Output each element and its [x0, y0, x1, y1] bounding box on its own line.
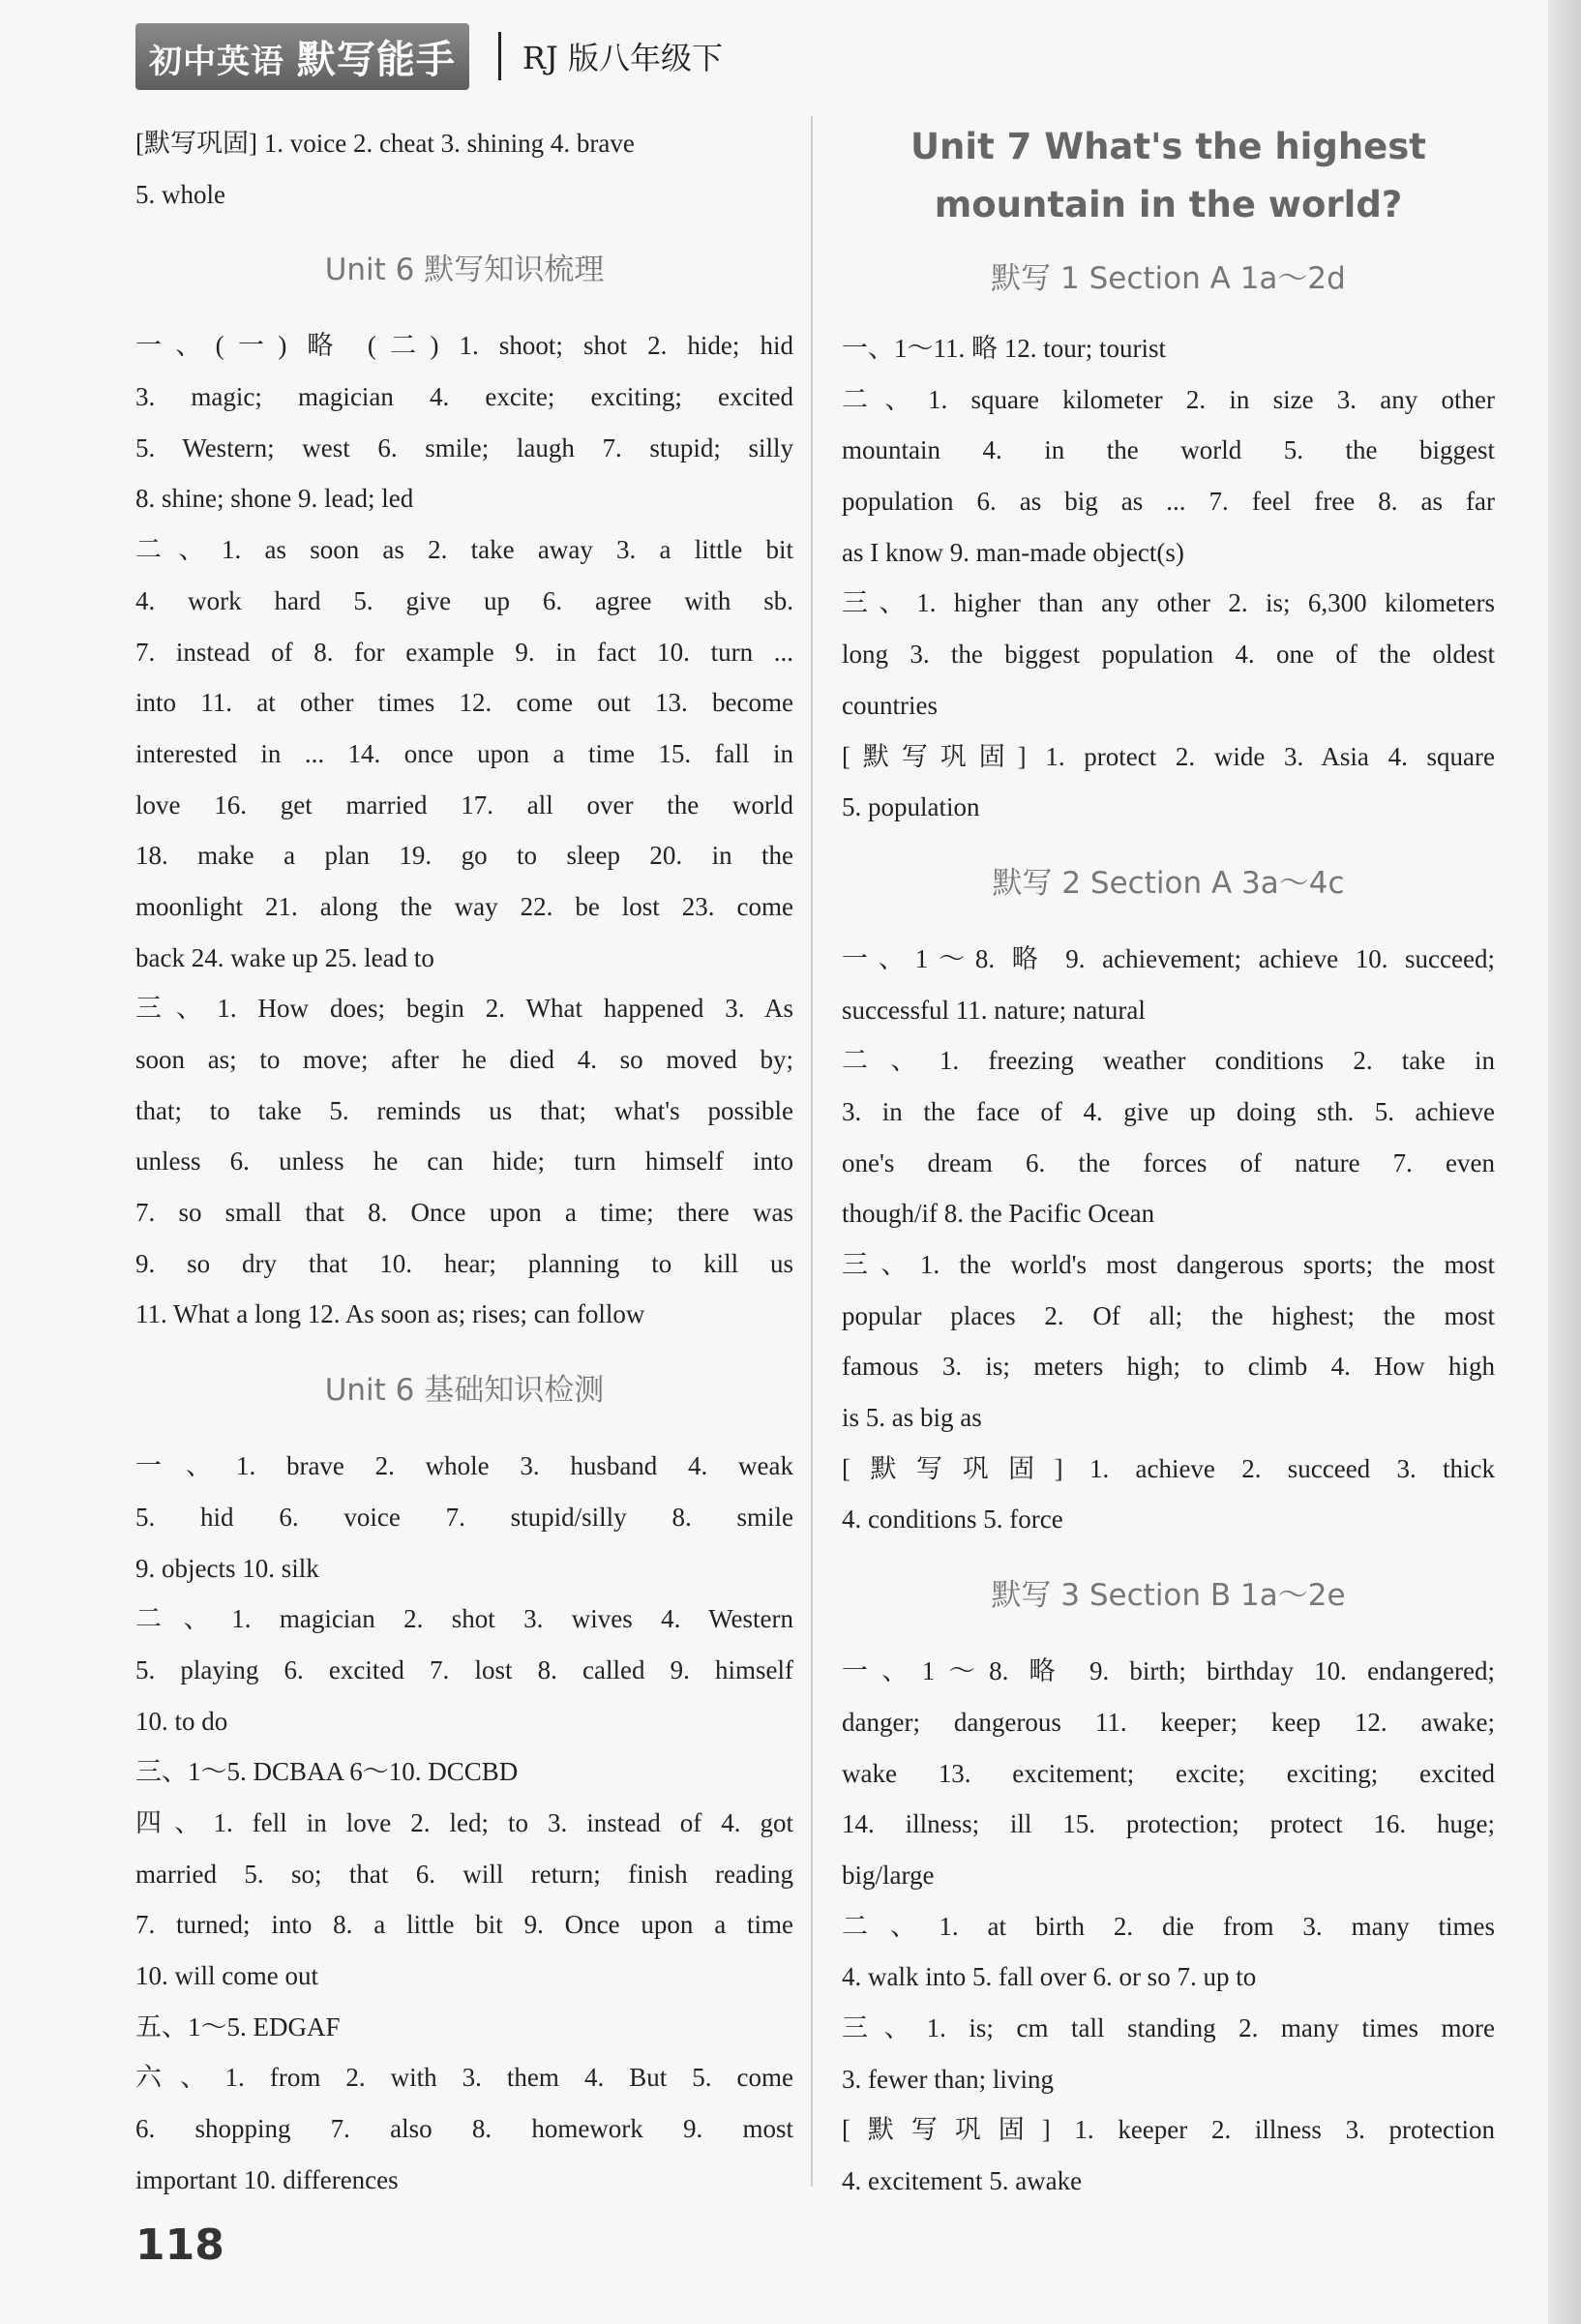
- answer-line: 4. work hard 5. give up 6. agree with sb.: [135, 585, 793, 615]
- answer-line: popular places 2. Of all; the highest; the most: [842, 1300, 1495, 1330]
- answer-line: 三、1. the world's most dangerous sports; the most: [842, 1250, 1495, 1279]
- answer-line: [默写巩固] 1. keeper 2. illness 3. protection: [842, 2115, 1495, 2145]
- answer-line: 5. playing 6. excited 7. lost 8. called 9. himself: [135, 1654, 793, 1684]
- dictation-2-answers: [842, 934, 1495, 1545]
- section-title-dictation-3: 默写 3 Section B 1a～2e: [991, 1578, 1346, 1614]
- answer-line: as I know 9. man-made object(s): [842, 537, 1184, 567]
- left-column: [135, 118, 793, 2205]
- answer-line: 四、1. fell in love 2. led; to 3. instead of 4. got: [135, 1807, 793, 1837]
- answer-line: population 6. as big as ... 7. feel free 8. as far: [842, 487, 1495, 517]
- page-number: 118: [135, 2220, 224, 2270]
- answer-line: mountain 4. in the world 5. the biggest: [842, 435, 1495, 465]
- answer-line: 二、1. freezing weather conditions 2. take in: [842, 1046, 1495, 1076]
- answer-line: 三、1. How does; begin 2. What happened 3. As: [135, 994, 793, 1024]
- answer-line: 9. so dry that 10. hear; planning to kill us: [135, 1248, 793, 1278]
- answer-line: 4. excitement 5. awake: [842, 2166, 1083, 2195]
- answer-line: 五、1～5. EDGAF: [135, 2011, 341, 2041]
- answer-line: 5. population: [842, 792, 980, 822]
- answer-line: countries: [842, 690, 938, 720]
- answer-line: interested in ... 14. once upon a time 15. fall in: [135, 738, 793, 768]
- answer-line: 一、1. brave 2. whole 3. husband 4. weak: [135, 1451, 793, 1481]
- answer-line: 10. will come out: [135, 1961, 318, 1990]
- answer-line: one's dream 6. the forces of nature 7. even: [842, 1147, 1495, 1177]
- right-column: [842, 118, 1495, 2207]
- unit7-title-line2: mountain in the world?: [934, 184, 1403, 225]
- answer-line: 二、1. as soon as 2. take away 3. a little bit: [135, 535, 793, 565]
- answer-line: 3. in the face of 4. give up doing sth. 5. achieve: [842, 1096, 1495, 1126]
- unit6-summary-answers: [135, 320, 793, 1340]
- answer-line: successful 11. nature; natural: [842, 995, 1146, 1025]
- answer-line: [默写巩固] 1. achieve 2. succeed 3. thick: [842, 1453, 1495, 1483]
- answer-line: danger; dangerous 11. keeper; keep 12. awake;: [842, 1707, 1495, 1737]
- answer-line: 一、1～8. 略 9. achievement; achieve 10. succeed;: [842, 943, 1495, 973]
- answer-line: famous 3. is; meters high; to climb 4. How high: [842, 1352, 1495, 1382]
- answer-line: back 24. wake up 25. lead to: [135, 942, 434, 972]
- answer-line: love 16. get married 17. all over the world: [135, 790, 793, 819]
- answer-line: 4. walk into 5. fall over 6. or so 7. up to: [842, 1962, 1257, 1992]
- answer-line: 一、(一) 略 (二) 1. shoot; shot 2. hide; hid: [135, 331, 793, 361]
- answer-line: 10. to do: [135, 1706, 228, 1736]
- answer-line: long 3. the biggest population 4. one of the oldest: [842, 640, 1495, 670]
- answer-line: 5. Western; west 6. smile; laugh 7. stupid; silly: [135, 432, 793, 462]
- answer-line: 7. instead of 8. for example 9. in fact 10. turn ...: [135, 637, 793, 667]
- section-title-dictation-1: 默写 1 Section A 1a～2d: [991, 261, 1346, 296]
- answer-line: 六、1. from 2. with 3. them 4. But 5. come: [135, 2063, 793, 2093]
- answer-line: [默写巩固] 1. voice 2. cheat 3. shining 4. brave: [135, 129, 635, 158]
- answer-line: 9. objects 10. silk: [135, 1553, 319, 1583]
- page-edge-shadow: [1548, 0, 1581, 2324]
- answer-line: 二、1. magician 2. shot 3. wives 4. Western: [135, 1604, 793, 1634]
- brand-subject: 初中英语: [149, 42, 284, 81]
- column-divider: [811, 116, 813, 2187]
- answer-line: 7. turned; into 8. a little bit 9. Once upon a time: [135, 1910, 793, 1940]
- unit6-test-answers: [135, 1441, 793, 2205]
- answer-line: 3. magic; magician 4. excite; exciting; excited: [135, 382, 793, 412]
- answer-line: 三、1. is; cm tall standing 2. many times more: [842, 2012, 1495, 2042]
- answer-line: 三、1. higher than any other 2. is; 6,300 kilometers: [842, 588, 1495, 618]
- answer-line: 5. whole: [135, 179, 225, 209]
- answer-line: unless 6. unless he can hide; turn himself into: [135, 1147, 793, 1177]
- answer-line: important 10. differences: [135, 2164, 399, 2194]
- answer-line: 5. hid 6. voice 7. stupid/silly 8. smile: [135, 1502, 793, 1532]
- section-title-dictation-2: 默写 2 Section A 3a～4c: [992, 865, 1345, 901]
- dictation-3-answers: [842, 1646, 1495, 2207]
- answer-line: wake 13. excitement; excite; exciting; excited: [842, 1758, 1495, 1788]
- page-header: [135, 27, 723, 85]
- answer-line: 6. shopping 7. also 8. homework 9. most: [135, 2114, 793, 2144]
- answer-line: 18. make a plan 19. go to sleep 20. in the: [135, 841, 793, 871]
- answer-line: [默写巩固] 1. protect 2. wide 3. Asia 4. square: [842, 741, 1495, 771]
- answer-line: 二、1. at birth 2. die from 3. many times: [842, 1911, 1495, 1941]
- answer-line: big/large: [842, 1860, 935, 1890]
- section-title-unit6-test: Unit 6 基础知识检测: [324, 1373, 605, 1409]
- answer-line: 3. fewer than; living: [842, 2064, 1054, 2094]
- header-divider: [498, 32, 501, 80]
- section-title-unit6-summary: Unit 6 默写知识梳理: [324, 253, 605, 288]
- answer-line: 11. What a long 12. As soon as; rises; can follow: [135, 1299, 645, 1329]
- answer-line: 一、1～11. 略 12. tour; tourist: [842, 334, 1166, 363]
- answer-line: moonlight 21. along the way 22. be lost 23. come: [135, 891, 793, 921]
- answer-line: soon as; to move; after he died 4. so moved by;: [135, 1045, 793, 1074]
- answer-line: 二、1. square kilometer 2. in size 3. any other: [842, 384, 1495, 414]
- edition-label: RJ 版八年级下: [522, 40, 723, 76]
- brand-title: 默写能手: [296, 37, 456, 82]
- answer-line: into 11. at other times 12. come out 13. become: [135, 688, 793, 718]
- answer-line: 14. illness; ill 15. protection; protect 16. huge;: [842, 1809, 1495, 1839]
- answer-line: is 5. as big as: [842, 1403, 982, 1433]
- answer-line: that; to take 5. reminds us that; what's possible: [135, 1095, 793, 1125]
- answer-line: 7. so small that 8. Once upon a time; there was: [135, 1198, 793, 1228]
- answer-line: 4. conditions 5. force: [842, 1505, 1063, 1534]
- unit7-title-line1: Unit 7 What's the highest: [910, 126, 1426, 167]
- answer-line: though/if 8. the Pacific Ocean: [842, 1199, 1155, 1229]
- series-brand: [135, 23, 469, 90]
- left-top-block: [135, 118, 793, 220]
- answer-line: 三、1～5. DCBAA 6～10. DCCBD: [135, 1757, 519, 1787]
- answer-line: married 5. so; that 6. will return; finish reading: [135, 1859, 793, 1889]
- answer-line: 8. shine; shone 9. lead; led: [135, 484, 414, 514]
- dictation-1-answers: [842, 323, 1495, 833]
- answer-line: 一、1～8. 略 9. birth; birthday 10. endangered;: [842, 1656, 1495, 1686]
